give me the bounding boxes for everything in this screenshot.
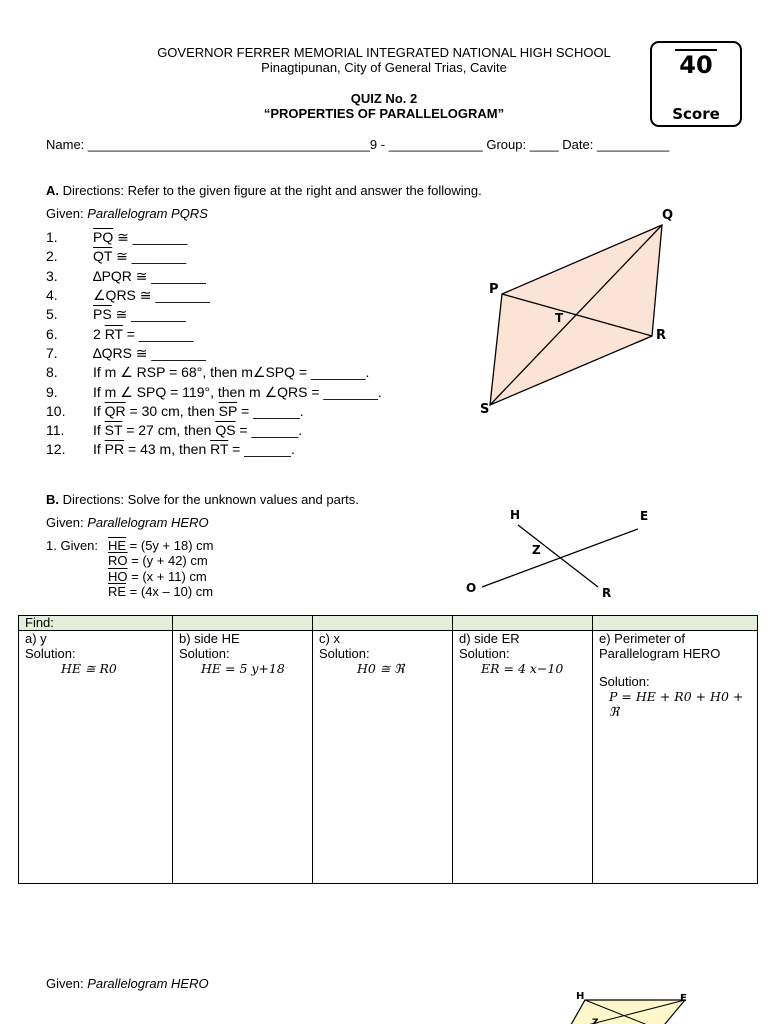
answer-cell-er[interactable]: d) side ER Solution: ER = 4 x−10 — [453, 631, 593, 884]
formula-y: HE ≅ R0 — [61, 661, 117, 676]
point-label-h: H — [576, 991, 585, 1002]
answer-cell-x[interactable]: c) x Solution: H0 ≅ ℜ — [313, 631, 453, 884]
question-text[interactable]: $\overline{QT}$ ≅ _______ — [93, 248, 187, 264]
formula-he: HE = 5 y+18 — [201, 661, 285, 676]
parallelogram-hero-shape — [568, 1000, 685, 1024]
given-intro: 1. Given: — [46, 538, 99, 553]
question-text[interactable]: If $\overline{PR} = 43$ m, then $\overline{RT}$ = ______. — [93, 441, 295, 457]
answer-cell-perimeter[interactable]: e) Perimeter of Parallelogram HERO Solution: P = HE + R0 + H0 + ℜ — [593, 631, 758, 884]
point-label-e: E — [680, 993, 687, 1004]
question-number: 7. — [46, 345, 58, 361]
date-label: Date: — [562, 137, 594, 152]
question-number: 3. — [46, 268, 58, 284]
formula-er: ER = 4 x−10 — [481, 661, 564, 676]
given-equation: $\overline{RE} = (4x - 10)$ cm — [108, 584, 214, 599]
hero-diagonals-figure — [460, 505, 650, 605]
question-number: 6. — [46, 326, 58, 342]
find-header-cell — [313, 616, 453, 631]
find-table — [18, 615, 758, 884]
given-equation: $\overline{HO} = (x + 11)$ cm — [108, 569, 207, 584]
question-text[interactable]: $\overline{PS}$ ≅ _______ — [93, 306, 186, 322]
question-number: 12. — [46, 441, 66, 457]
point-label-h: H — [510, 508, 521, 522]
question-number: 10. — [46, 403, 66, 419]
point-label-o: O — [466, 581, 477, 595]
question-text[interactable]: If $\overline{ST} = 27$ cm, then $\overline{QS}$ = ______. — [93, 422, 303, 438]
question-number: 5. — [46, 306, 58, 322]
school-name: GOVERNOR FERRER MEMORIAL INTEGRATED NATIONAL HIGH SCHOOL — [157, 45, 611, 60]
point-label-r: R — [602, 586, 612, 600]
section-b-given: Given: Parallelogram HERO — [46, 515, 209, 530]
section-a-given: Given: Parallelogram PQRS — [46, 206, 208, 221]
center-label-t: T — [555, 311, 564, 325]
group-label: Group: — [486, 137, 527, 152]
section-b-directions: B. Directions: Solve for the unknown values and parts. — [46, 492, 359, 507]
student-info-line — [46, 137, 669, 152]
given-equation: $\overline{RO} = (y + 42)$ cm — [108, 553, 208, 568]
question-text[interactable]: ∠QRS ≅ _______ — [93, 287, 210, 303]
point-label-z: Z — [592, 1018, 599, 1024]
diagonal-hr — [518, 525, 598, 587]
score-label: Score — [672, 105, 720, 123]
parallelogram-pqrs-figure — [470, 200, 690, 425]
find-header-cell — [453, 616, 593, 631]
group-field[interactable]: ____ — [529, 137, 559, 152]
point-label-e: E — [640, 509, 649, 523]
vertex-label-r: R — [656, 328, 667, 343]
question-text[interactable]: ∆PQR ≅ _______ — [93, 268, 206, 284]
question-number: 8. — [46, 364, 58, 380]
question-text[interactable]: If $\overline{QR} = 30$ cm, then $\overline{SP}$ = ______. — [93, 403, 304, 419]
formula-x: H0 ≅ ℜ — [357, 661, 405, 676]
question-text[interactable]: If m ∠ RSP = 68°, then m∠SPQ = _______. — [93, 364, 370, 380]
diagonal-eo — [482, 529, 638, 587]
question-text[interactable]: $\overline{PQ}$ ≅ _______ — [93, 229, 188, 245]
question-text[interactable]: If m ∠ SPQ = 119°, then m ∠QRS = _______. — [93, 384, 382, 400]
formula-perimeter: P = HE + R0 + H0 + ℜ — [609, 689, 744, 719]
answer-cell-he[interactable]: b) side HE Solution: HE = 5 y+18 — [173, 631, 313, 884]
score-box — [650, 41, 742, 127]
school-address: Pinagtipunan, City of General Trias, Cavite — [261, 60, 507, 75]
given-equation: $\overline{HE} = (5y + 18)$ cm — [108, 538, 214, 553]
quiz-subtitle: “PROPERTIES OF PARALLELOGRAM” — [263, 106, 505, 121]
vertex-label-q: Q — [662, 208, 674, 223]
answer-cell-y[interactable]: a) y Solution: HE ≅ R0 — [19, 631, 173, 884]
question-number: 1. — [46, 229, 58, 245]
question-text[interactable]: 2 $\overline{RT}$ = _______ — [93, 326, 194, 342]
section-field[interactable]: _____________ — [388, 137, 483, 152]
question-number: 9. — [46, 384, 58, 400]
score-total: 40 — [652, 51, 740, 79]
question-text[interactable]: ∆QRS ≅ _______ — [93, 345, 206, 361]
name-label: Name: — [46, 137, 85, 152]
question-number: 11. — [46, 422, 65, 438]
find-header-cell — [173, 616, 313, 631]
question-number: 2. — [46, 248, 58, 264]
date-field[interactable]: __________ — [596, 137, 670, 152]
find-header: Find: — [19, 616, 173, 631]
quiz-title: QUIZ No. 2 — [350, 91, 418, 106]
vertex-label-p: P — [489, 282, 499, 297]
bottom-given: Given: Parallelogram HERO — [46, 976, 209, 991]
point-label-z: Z — [532, 543, 541, 557]
section-label: 9 - — [369, 137, 386, 152]
vertex-label-s: S — [480, 402, 490, 417]
section-a-directions: A. Directions: Refer to the given figure at the right and answer the following. — [46, 183, 482, 198]
question-number: 4. — [46, 287, 58, 303]
name-field[interactable]: _______________________________________ — [87, 137, 370, 152]
find-header-cell — [593, 616, 758, 631]
hero-parallelogram-figure — [560, 985, 700, 1024]
